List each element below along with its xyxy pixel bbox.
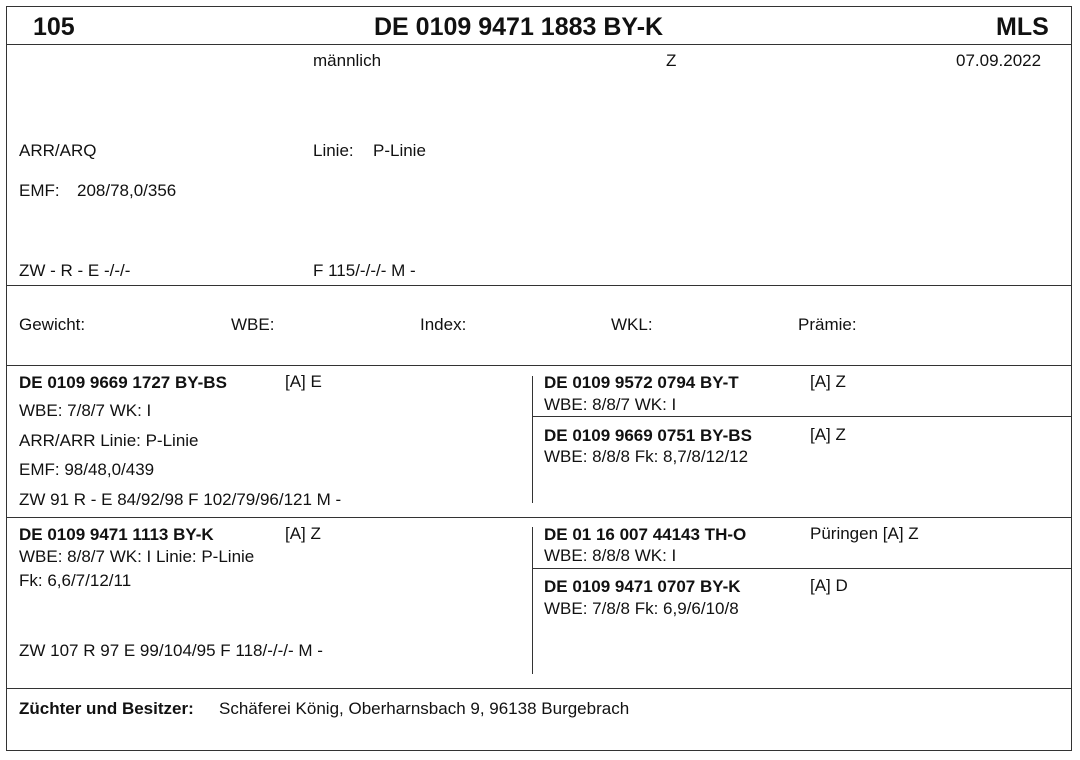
dam-sire-tag: Püringen [A] Z — [810, 524, 919, 543]
breeder-label: Züchter und Besitzer: — [19, 699, 194, 718]
sire-dam-wbe: WBE: 8/8/8 Fk: 8,7/8/12/12 — [544, 447, 749, 466]
dam-fk: Fk: 6,6/7/12/11 — [19, 571, 132, 590]
pedigree-divider — [6, 517, 1072, 518]
sire-column-divider — [532, 376, 533, 503]
sire-sire-tag: [A] Z — [810, 372, 846, 391]
sire-dam-tag: [A] Z — [810, 425, 846, 444]
dam-breeding-value: ZW 107 R 97 E 99/104/95 F 118/-/-/- M - — [19, 641, 323, 660]
sire-dam-id: DE 0109 9669 0751 BY-BS — [544, 426, 752, 445]
dam-wbe-line: WBE: 8/8/7 WK: I Linie: P-Linie — [19, 547, 255, 566]
catalog-number: 105 — [33, 13, 75, 41]
sire-breeding-value: ZW 91 R - E 84/92/98 F 102/79/96/121 M - — [19, 490, 342, 509]
dam-dam-tag: [A] D — [810, 576, 848, 595]
sire-wbe: WBE: 7/8/7 WK: I — [19, 401, 152, 420]
breeding-value-left: ZW - R - E -/-/- — [19, 261, 131, 280]
dam-dam-wbe: WBE: 7/8/8 Fk: 6,9/6/10/8 — [544, 599, 739, 618]
sire-tag: [A] E — [285, 372, 322, 391]
weight-label: Gewicht: — [19, 315, 86, 334]
breeding-value-right: F 115/-/-/- M - — [313, 261, 416, 280]
breed-code: MLS — [996, 13, 1049, 41]
wbe-label: WBE: — [231, 315, 275, 334]
sire-sire-wbe: WBE: 8/8/7 WK: I — [544, 395, 677, 414]
sire-parents-divider — [532, 416, 1072, 417]
animal-id: DE 0109 9471 1883 BY-K — [374, 13, 664, 41]
dam-tag: [A] Z — [285, 524, 321, 543]
emf-value: 208/78,0/356 — [77, 181, 177, 200]
emf-label: EMF: — [19, 181, 60, 200]
wkl-label: WKL: — [611, 315, 653, 334]
sex: männlich — [313, 51, 382, 70]
dam-sire-wbe: WBE: 8/8/8 WK: I — [544, 546, 677, 565]
sire-sire-id: DE 0109 9572 0794 BY-T — [544, 373, 739, 392]
dam-parents-divider — [532, 568, 1072, 569]
sire-line: ARR/ARR Linie: P-Linie — [19, 431, 199, 450]
genotype: ARR/ARQ — [19, 141, 97, 160]
sire-emf: EMF: 98/48,0/439 — [19, 460, 155, 479]
dam-id: DE 0109 9471 1113 BY-K — [19, 525, 214, 544]
dam-dam-id: DE 0109 9471 0707 BY-K — [544, 577, 741, 596]
line-value: P-Linie — [373, 141, 426, 160]
assessment-divider — [6, 365, 1072, 366]
premium-label: Prämie: — [798, 315, 857, 334]
breeder-value: Schäferei König, Oberharnsbach 9, 96138 Burgebrach — [219, 699, 630, 718]
index-label: Index: — [420, 315, 467, 334]
sire-id: DE 0109 9669 1727 BY-BS — [19, 373, 227, 392]
birth-date: 07.09.2022 — [956, 51, 1042, 70]
line-label: Linie: — [313, 141, 354, 160]
dam-sire-id: DE 01 16 007 44143 TH-O — [544, 525, 747, 544]
animal-divider — [6, 285, 1072, 286]
herdbook-code: Z — [666, 51, 677, 70]
dam-column-divider — [532, 527, 533, 674]
breeder-divider — [6, 688, 1072, 689]
header-divider — [6, 44, 1072, 45]
